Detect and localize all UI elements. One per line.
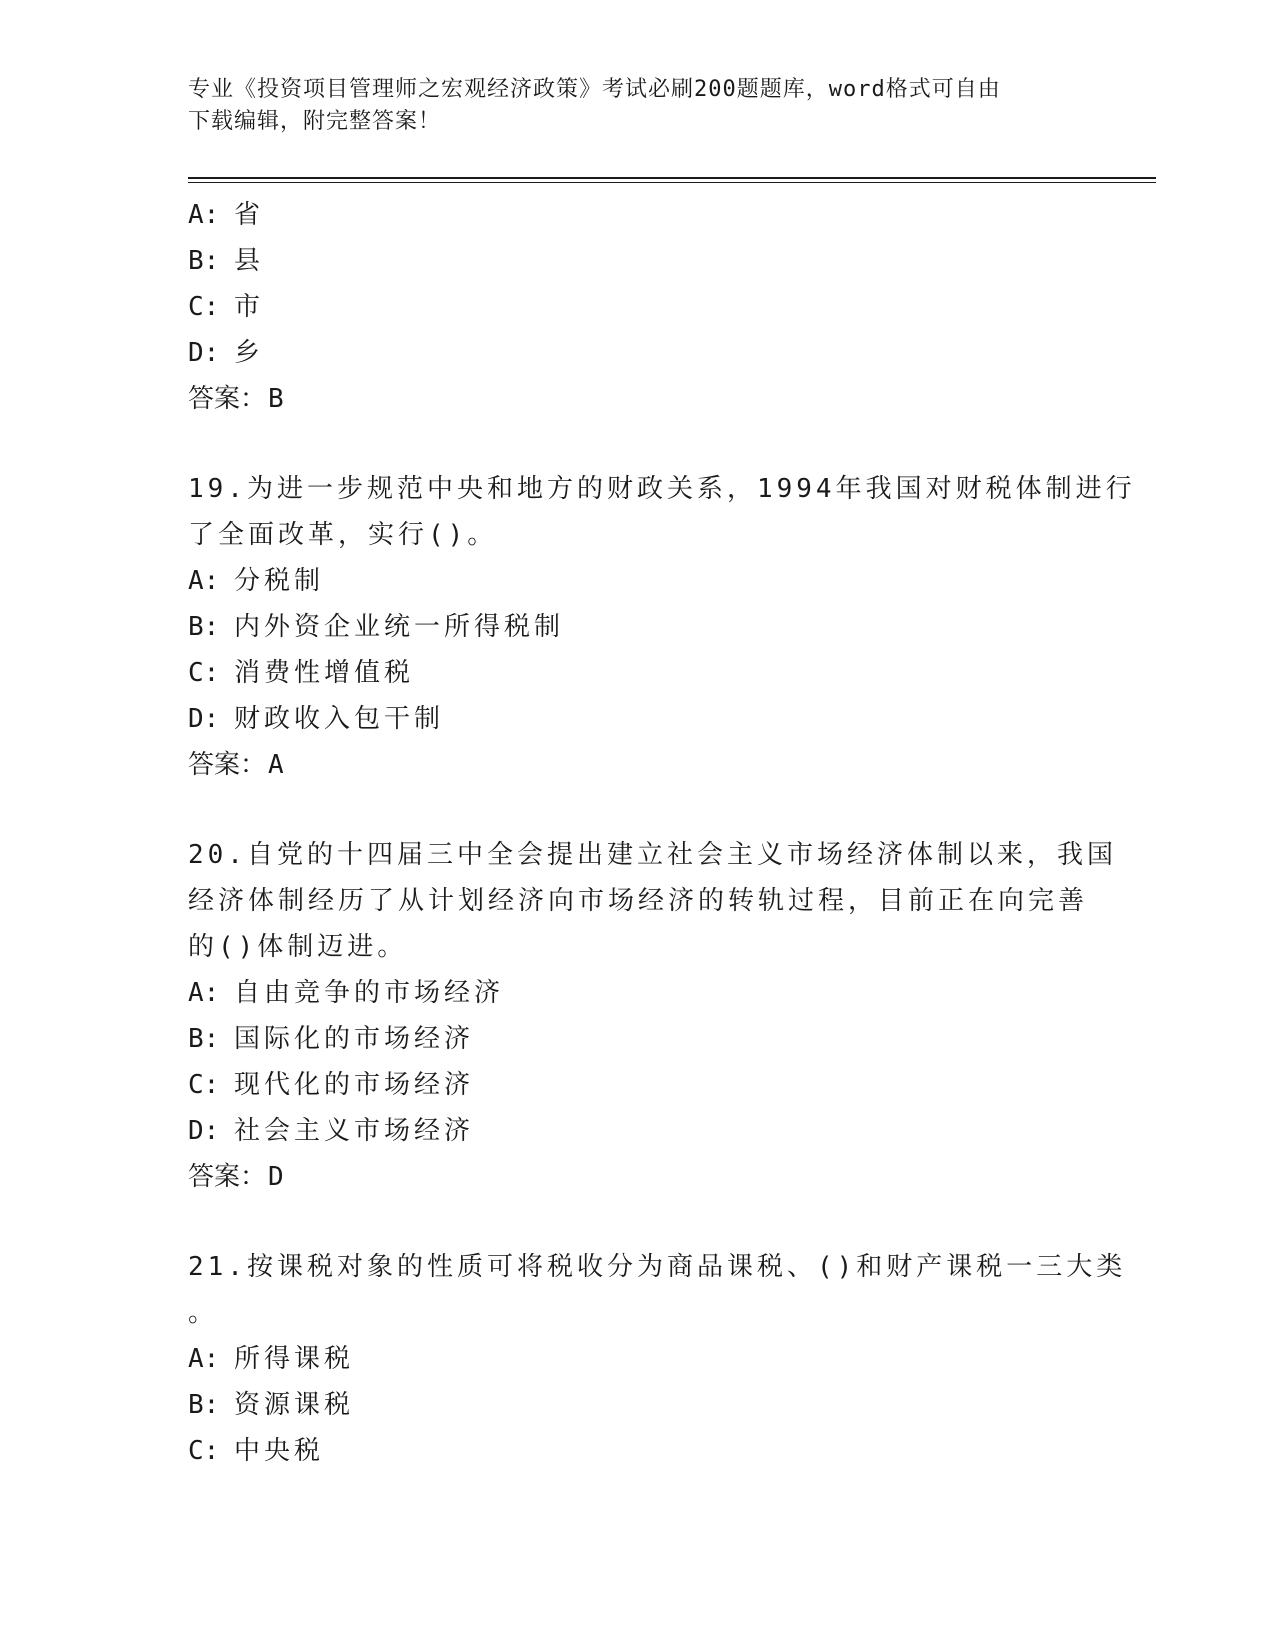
option-text: 市 — [234, 292, 265, 322]
option-d — [188, 330, 1088, 376]
option-text: 社会主义市场经济 — [234, 1116, 475, 1146]
header-line-1: 专业《投资项目管理师之宏观经济政策》考试必刷200题题库，word格式可自由 — [188, 77, 1001, 102]
question-stem-line: 了全面改革，实行()。 — [188, 520, 498, 550]
answer-line — [188, 1154, 1088, 1200]
answer-line — [188, 376, 1088, 422]
option-text: 现代化的市场经济 — [234, 1070, 475, 1100]
document-header — [188, 74, 1088, 138]
option-letter: C: — [188, 1070, 220, 1100]
answer-label: 答案： — [188, 384, 267, 414]
answer-label: 答案： — [188, 1162, 267, 1192]
option-letter: B: — [188, 1390, 220, 1420]
option-b — [188, 1382, 1088, 1428]
question-20 — [188, 832, 1117, 1200]
option-letter: B: — [188, 612, 220, 642]
question-stem-line: 的()体制迈进。 — [188, 932, 408, 962]
option-letter: D: — [188, 338, 220, 368]
header-line-2: 下载编辑，附完整答案！ — [188, 109, 442, 134]
option-a — [188, 1336, 1088, 1382]
option-b — [188, 238, 1088, 284]
option-c — [188, 1428, 1088, 1474]
option-letter: A: — [188, 566, 220, 596]
option-text: 县 — [234, 246, 265, 276]
option-text: 国际化的市场经济 — [234, 1024, 475, 1054]
question-21 — [188, 1244, 1127, 1474]
option-letter: A: — [188, 200, 220, 230]
option-text: 中央税 — [234, 1436, 325, 1466]
option-c — [188, 284, 1088, 330]
option-text: 财政收入包干制 — [234, 704, 445, 734]
option-text: 乡 — [234, 338, 265, 368]
option-letter: C: — [188, 658, 220, 688]
option-a — [188, 558, 1088, 604]
question-19 — [188, 466, 1136, 788]
option-letter: C: — [188, 292, 220, 322]
option-c — [188, 1062, 1088, 1108]
option-text: 省 — [234, 200, 265, 230]
option-text: 资源课税 — [234, 1390, 355, 1420]
option-letter: D: — [188, 1116, 220, 1146]
option-d — [188, 1108, 1088, 1154]
question-stem-line: 20.自党的十四届三中全会提出建立社会主义市场经济体制以来，我国 — [188, 840, 1117, 870]
option-letter: A: — [188, 978, 220, 1008]
question-stem-line: 21.按课税对象的性质可将税收分为商品课税、()和财产课税一三大类 — [188, 1252, 1127, 1282]
option-letter: B: — [188, 246, 220, 276]
question-18 — [188, 192, 1088, 422]
header-divider — [188, 177, 1156, 179]
question-stem-line: 经济体制经历了从计划经济向市场经济的转轨过程，目前正在向完善 — [188, 886, 1089, 916]
option-letter: D: — [188, 704, 220, 734]
answer-value: D — [268, 1162, 284, 1192]
option-letter: B: — [188, 1024, 220, 1054]
option-text: 自由竞争的市场经济 — [234, 978, 505, 1008]
option-a — [188, 192, 1088, 238]
question-stem-line: 19.为进一步规范中央和地方的财政关系，1994年我国对财税体制进行 — [188, 474, 1136, 504]
answer-value: B — [268, 384, 284, 414]
option-text: 消费性增值税 — [234, 658, 415, 688]
question-stem-line: 。 — [188, 1298, 219, 1328]
answer-value: A — [268, 750, 284, 780]
option-b — [188, 604, 1088, 650]
option-text: 内外资企业统一所得税制 — [234, 612, 565, 642]
option-d — [188, 696, 1088, 742]
option-c — [188, 650, 1088, 696]
question-list — [188, 192, 1136, 1474]
option-b — [188, 1016, 1088, 1062]
option-letter: C: — [188, 1436, 220, 1466]
option-text: 所得课税 — [234, 1344, 355, 1374]
answer-label: 答案： — [188, 750, 267, 780]
option-text: 分税制 — [234, 566, 325, 596]
option-a — [188, 970, 1088, 1016]
answer-line — [188, 742, 1088, 788]
option-letter: A: — [188, 1344, 220, 1374]
